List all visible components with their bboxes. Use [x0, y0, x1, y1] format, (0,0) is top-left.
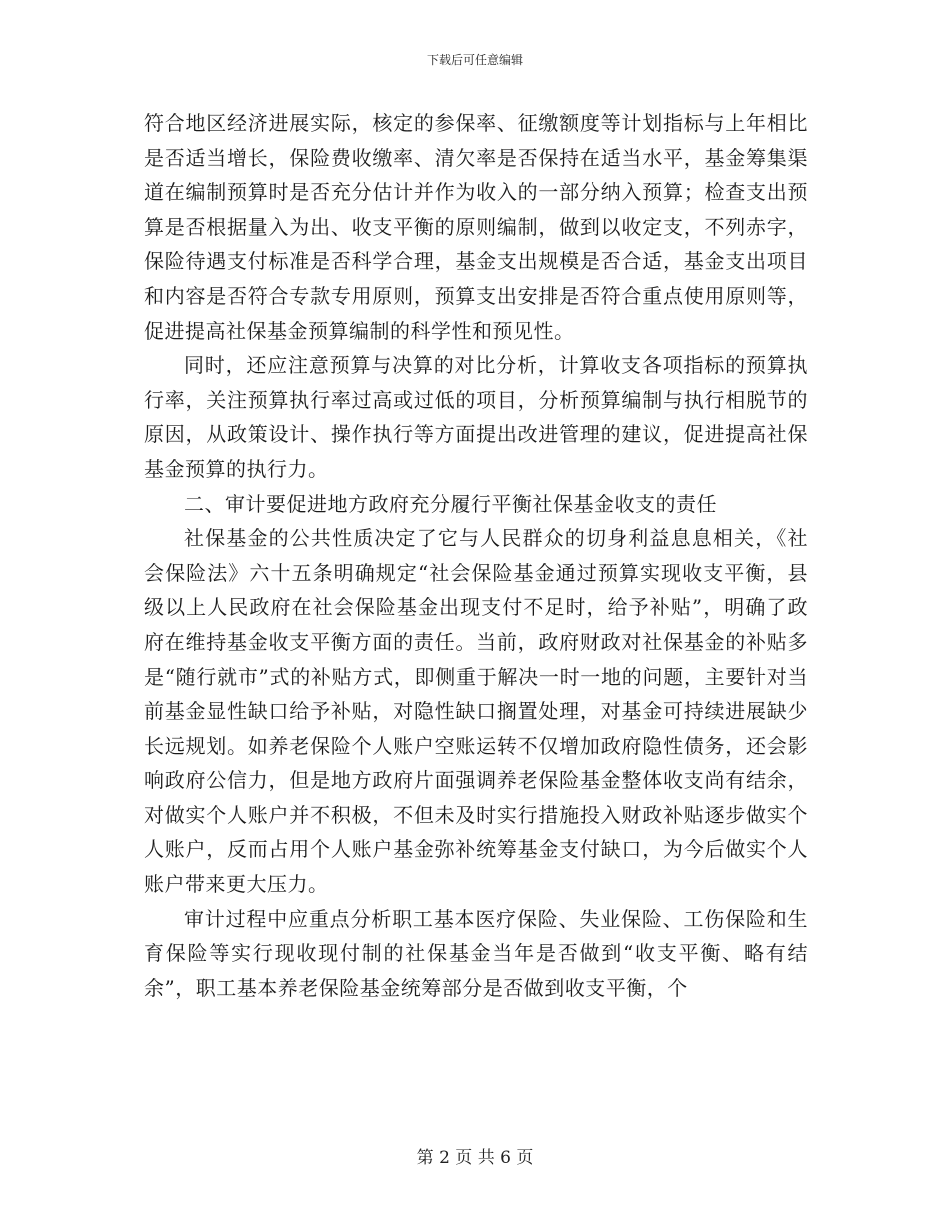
paragraph-budget-check: 符合地区经济进展实际，核定的参保率、征缴额度等计划指标与上年相比是否适当增长，保险费收缴率、清欠率是否保持在适当水平，基金筹集渠道在编制预算时是否充分估计并作为收入的一部分纳入预算；检查支出预算是否根据量入为出、收支平衡的原则编制，做到以收定支，不列赤字，保险待遇支付标准是否科学合理，基金支出规模是否合适，基金支出项目和内容是否符合专款专用原则，预算支出安排是否符合重点使用原则等，促进提高社保基金预算编制的科学性和预见性。	[144, 111, 808, 343]
footer-page-number: 2	[439, 1148, 450, 1168]
footer-middle: 页 共	[455, 1148, 495, 1168]
section-heading-government-responsibility: 二、审计要促进地方政府充分履行平衡社保基金收支的责任	[184, 491, 717, 516]
footer-total-pages: 6	[500, 1148, 511, 1168]
footer-suffix: 页	[516, 1148, 534, 1168]
document-body	[144, 106, 808, 1005]
paragraph-budget-comparison: 同时，还应注意预算与决算的对比分析，计算收支各项指标的预算执行率，关注预算执行率过高或过低的项目，分析预算编制与执行相脱节的原因，从政策设计、操作执行等方面提出改进管理的建议，促进提高社保基金预算的执行力。	[144, 353, 808, 481]
paragraph-audit-focus: 审计过程中应重点分析职工基本医疗保险、失业保险、工伤保险和生育保险等实行现收现付制的社保基金当年是否做到“收支平衡、略有结余”，职工基本养老保险基金统筹部分是否做到收支平衡，个	[144, 906, 808, 1000]
page-footer	[0, 1147, 950, 1169]
page-header: 下载后可任意编辑	[426, 53, 523, 67]
footer-prefix: 第	[416, 1148, 434, 1168]
paragraph-public-nature: 社保基金的公共性质决定了它与人民群众的切身利益息息相关，《社会保险法》六十五条明确规定“社会保险基金通过预算实现收支平衡，县级以上人民政府在社会保险基金出现支付不足时，给予补贴”，明确了政府在维持基金收支平衡方面的责任。当前，政府财政对社保基金的补贴多是“随行就市”式的补贴方式，即侧重于解决一时一地的问题，主要针对当前基金显性缺口给予补贴，对隐性缺口搁置处理，对基金可持续进展缺少长远规划。如养老保险个人账户空账运转不仅增加政府隐性债务，还会影响政府公信力，但是地方政府片面强调养老保险基金整体收支尚有结余，对做实个人账户并不积极，不但未及时实行措施投入财政补贴逐步做实个人账户，反而占用个人账户基金弥补统筹基金支付缺口，为今后做实个人账户带来更大压力。	[144, 526, 808, 897]
